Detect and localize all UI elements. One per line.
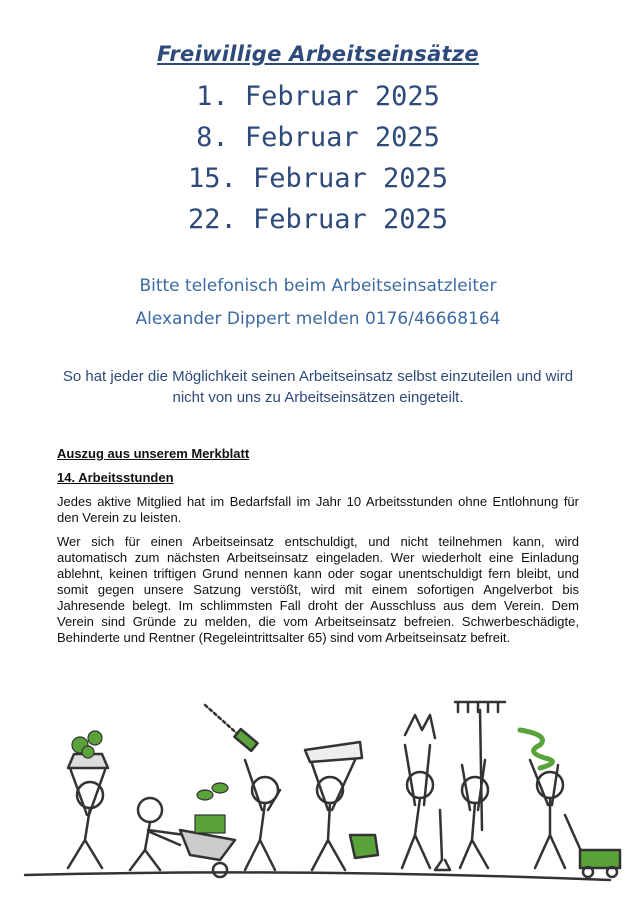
ground-line bbox=[25, 872, 610, 880]
figure-pruning-shears bbox=[402, 715, 450, 870]
date-4: 22. Februar 2025 bbox=[187, 204, 449, 235]
date-list bbox=[0, 76, 636, 240]
date-2: 8. Februar 2025 bbox=[196, 122, 440, 153]
figure-flower-pot bbox=[68, 754, 108, 868]
contact-line-2: Alexander Dippert melden 0176/46668164 bbox=[135, 309, 501, 329]
lawnmower-icon bbox=[565, 815, 620, 877]
date-3: 15. Februar 2025 bbox=[187, 163, 449, 194]
figure-wheelbarrow bbox=[130, 798, 235, 877]
section-heading: 14. Arbeitsstunden bbox=[57, 470, 174, 485]
paragraph-1: Jedes aktive Mitglied hat im Bedarfsfall im Jahr 10 Arbeitsstunden ohne Entlohnung für den Verein zu leisten. bbox=[57, 494, 579, 525]
figure-hose bbox=[520, 730, 565, 868]
figure-rake bbox=[455, 702, 505, 868]
contact-line-1: Bitte telefonisch beim Arbeitseinsatzleiter bbox=[139, 276, 497, 296]
excerpt-heading: Auszug aus unserem Merkblatt bbox=[57, 446, 250, 461]
figure-saw bbox=[305, 742, 378, 870]
gardening-figures-illustration bbox=[10, 690, 626, 895]
excerpt-section bbox=[57, 446, 579, 654]
contact-info bbox=[0, 270, 636, 336]
paragraph-2: Wer sich für einen Arbeitseinsatz entschuldigt, und nicht teilnehmen kann, wird automatisch zum nächsten Arbeitseinsatz eingeladen. Wer wiederholt eine Einladung ablehnt, keinen triftigen Grund nennen kann oder sogar unentschuldigt fern bleibt, und somit gegen unsere Satzung verstößt, wird mit einem sofortigen Angelverbot bis Jahresende belegt. Im schlimmsten Fall droht der Ausschluss aus dem Verein. Dem Verein sind Gründe zu melden, die vom Arbeitseinsatz befreien. Schwerbeschädigte, Behinderte und Rentner (Regeleintrittsalter 65) sind vom Arbeitseinsatz befreit. bbox=[57, 534, 579, 645]
date-1: 1. Februar 2025 bbox=[196, 81, 440, 112]
page-title: Freiwillige Arbeitseinsätze bbox=[157, 42, 479, 66]
note-text: So hat jeder die Möglichkeit seinen Arbeitseinsatz selbst einzuteilen und wird nicht von uns zu Arbeitseinsätzen eingeteilt. bbox=[62, 368, 574, 406]
plant-pot-icon bbox=[195, 815, 225, 833]
